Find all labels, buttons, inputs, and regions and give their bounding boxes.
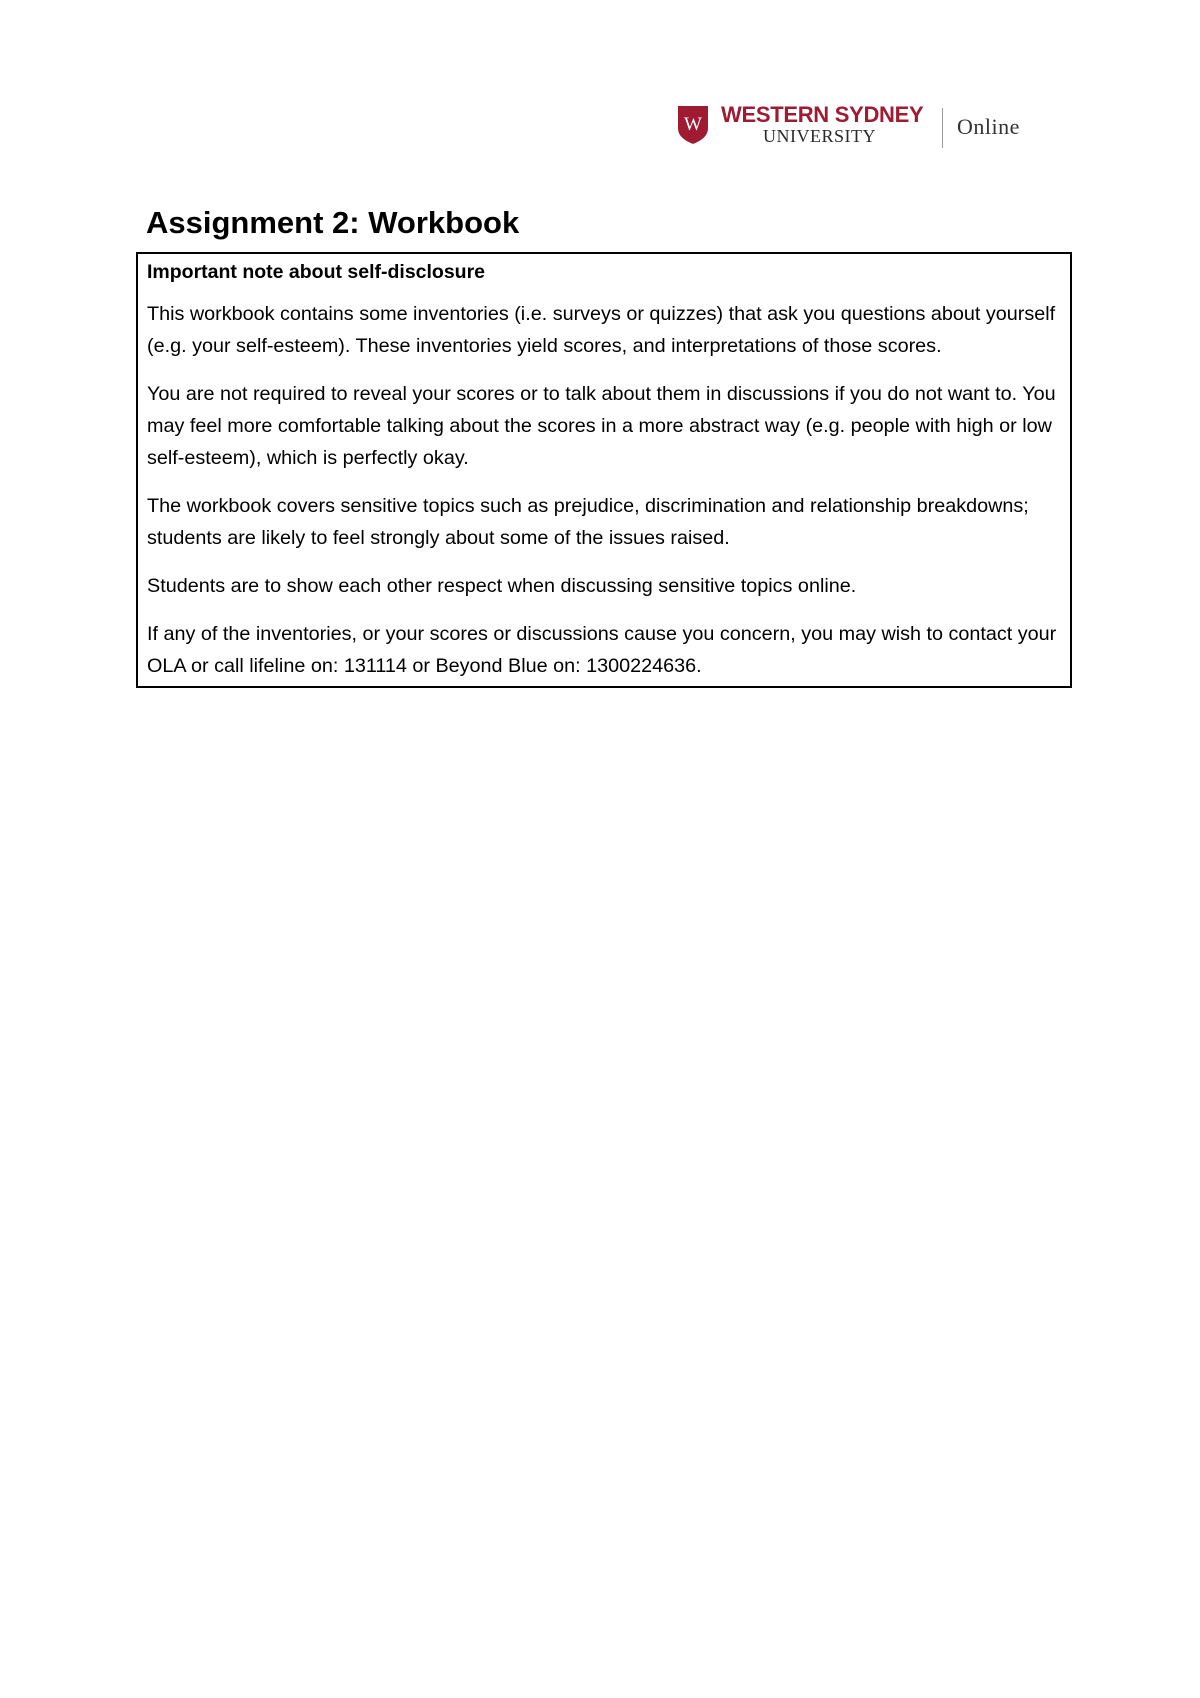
university-name-line1: WESTERN SYDNEY <box>721 102 924 127</box>
note-heading: Important note about self-disclosure <box>147 261 486 283</box>
university-name-line2: UNIVERSITY <box>763 126 876 146</box>
document-title: Assignment 2: Workbook <box>146 205 520 240</box>
note-paragraph: This workbook contains some inventories (i.e. surveys or quizzes) that ask you questions about yourself (e.g. your self-esteem). These inventories yield scores, and interpretations of those scores. <box>147 303 1056 357</box>
university-name <box>721 104 923 146</box>
shield-letter: W <box>684 114 702 135</box>
logo-divider <box>942 108 943 148</box>
note-paragraph: If any of the inventories, or your scores or discussions cause you concern, you may wish to contact your OLA or call lifeline on: 131114 or Beyond Blue on: 1300224636. <box>147 623 1057 677</box>
university-logo <box>678 104 1034 150</box>
self-disclosure-note-box <box>136 252 1072 688</box>
online-label: Online <box>957 114 1020 139</box>
shield-icon <box>678 106 708 144</box>
note-paragraph: You are not required to reveal your scores or to talk about them in discussions if you do not want to. You may feel more comfortable talking about the scores in a more abstract way (e.g. people with high or low self-esteem), which is perfectly okay. <box>147 383 1056 469</box>
note-paragraph: The workbook covers sensitive topics such as prejudice, discrimination and relationship breakdowns; students are likely to feel strongly about some of the issues raised. <box>147 495 1029 549</box>
note-paragraph: Students are to show each other respect when discussing sensitive topics online. <box>147 575 857 597</box>
